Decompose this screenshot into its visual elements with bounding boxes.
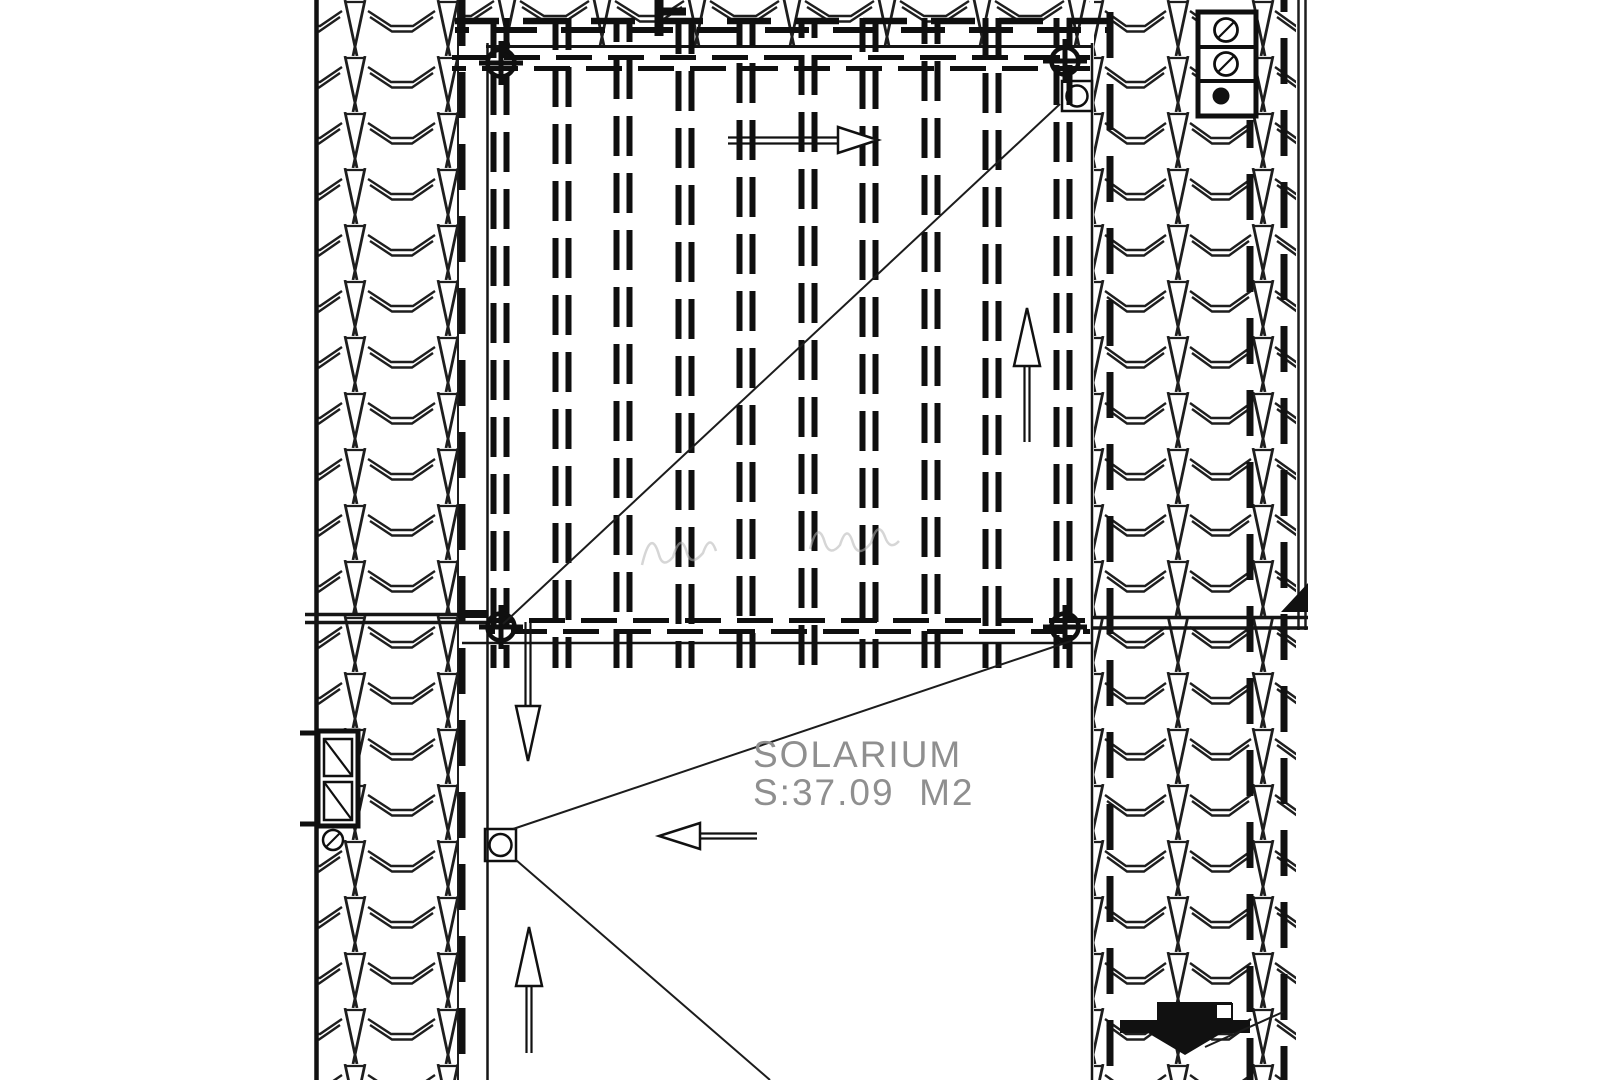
solarium-surface-label: S:37.09 M2 <box>753 772 975 813</box>
vent-stack <box>1198 12 1256 116</box>
solarium-label: SOLARIUM <box>753 734 963 775</box>
left-roof-tile-band <box>317 0 459 1080</box>
right-roof-tile-band <box>1094 0 1306 1080</box>
drain-dot-icon <box>1213 88 1230 105</box>
